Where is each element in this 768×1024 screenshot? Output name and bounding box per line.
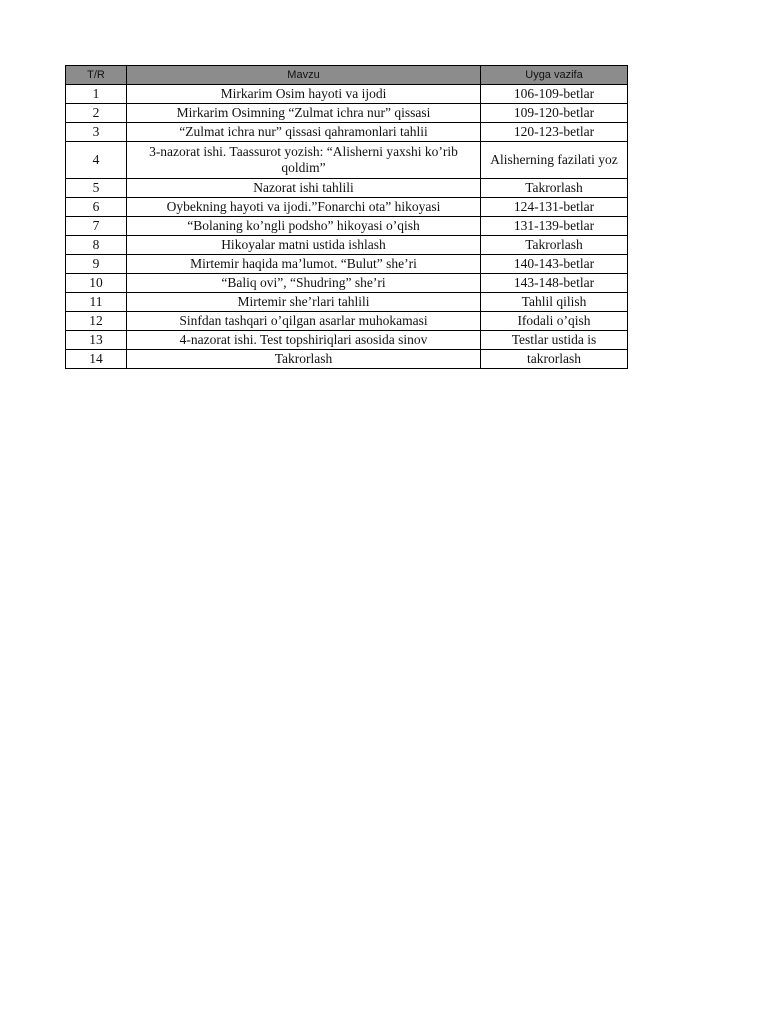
cell-homework: takrorlash [481, 350, 628, 369]
header-row [66, 66, 628, 85]
cell-homework: Takrorlash [481, 236, 628, 255]
table-row [66, 331, 628, 350]
cell-number: 8 [66, 236, 127, 255]
cell-number: 5 [66, 179, 127, 198]
cell-number: 12 [66, 312, 127, 331]
cell-homework: 120-123-betlar [481, 123, 628, 142]
table-row [66, 312, 628, 331]
cell-homework: 131-139-betlar [481, 217, 628, 236]
cell-number: 6 [66, 198, 127, 217]
table-row [66, 293, 628, 312]
cell-topic: Hikoyalar matni ustida ishlash [127, 236, 481, 255]
table-row [66, 350, 628, 369]
cell-homework: 124-131-betlar [481, 198, 628, 217]
cell-number: 4 [66, 142, 127, 179]
cell-number: 7 [66, 217, 127, 236]
cell-topic: 3-nazorat ishi. Taassurot yozish: “Alisherni yaxshi ko’rib qoldim” [127, 142, 481, 179]
header-homework: Uyga vazifa [481, 66, 628, 85]
cell-number: 9 [66, 255, 127, 274]
cell-topic: Mirtemir haqida ma’lumot. “Bulut” she’ri [127, 255, 481, 274]
cell-topic: “Baliq ovi”, “Shudring” she’ri [127, 274, 481, 293]
cell-homework: 106-109-betlar [481, 85, 628, 104]
header-number: T/R [66, 66, 127, 85]
table-row [66, 274, 628, 293]
cell-number: 10 [66, 274, 127, 293]
cell-topic: Mirtemir she’rlari tahlili [127, 293, 481, 312]
cell-homework: Ifodali o’qish [481, 312, 628, 331]
cell-number: 13 [66, 331, 127, 350]
cell-homework: Testlar ustida is [481, 331, 628, 350]
cell-homework: Takrorlash [481, 179, 628, 198]
cell-number: 1 [66, 85, 127, 104]
cell-homework: 109-120-betlar [481, 104, 628, 123]
header-topic: Mavzu [127, 66, 481, 85]
table-row [66, 85, 628, 104]
cell-homework: 140-143-betlar [481, 255, 628, 274]
cell-homework: Tahlil qilish [481, 293, 628, 312]
cell-topic: Mirkarim Osimning “Zulmat ichra nur” qissasi [127, 104, 481, 123]
cell-topic: Nazorat ishi tahlili [127, 179, 481, 198]
table-row [66, 179, 628, 198]
table-row [66, 142, 628, 179]
cell-number: 2 [66, 104, 127, 123]
cell-number: 3 [66, 123, 127, 142]
lesson-schedule-table [65, 65, 628, 369]
table-row [66, 217, 628, 236]
cell-topic: Mirkarim Osim hayoti va ijodi [127, 85, 481, 104]
table-header [66, 66, 628, 85]
cell-homework: Alisherning fazilati yoz [481, 142, 628, 179]
table-row [66, 104, 628, 123]
table-row [66, 236, 628, 255]
cell-topic: Takrorlash [127, 350, 481, 369]
cell-homework: 143-148-betlar [481, 274, 628, 293]
cell-topic: 4-nazorat ishi. Test topshiriqlari asosida sinov [127, 331, 481, 350]
table-row [66, 255, 628, 274]
cell-number: 14 [66, 350, 127, 369]
table-row [66, 198, 628, 217]
cell-number: 11 [66, 293, 127, 312]
table-row [66, 123, 628, 142]
cell-topic: “Zulmat ichra nur” qissasi qahramonlari tahlii [127, 123, 481, 142]
table-body [66, 85, 628, 369]
cell-topic: Oybekning hayoti va ijodi.”Fonarchi ota” hikoyasi [127, 198, 481, 217]
cell-topic: Sinfdan tashqari o’qilgan asarlar muhokamasi [127, 312, 481, 331]
cell-topic: “Bolaning ko’ngli podsho” hikoyasi o’qish [127, 217, 481, 236]
